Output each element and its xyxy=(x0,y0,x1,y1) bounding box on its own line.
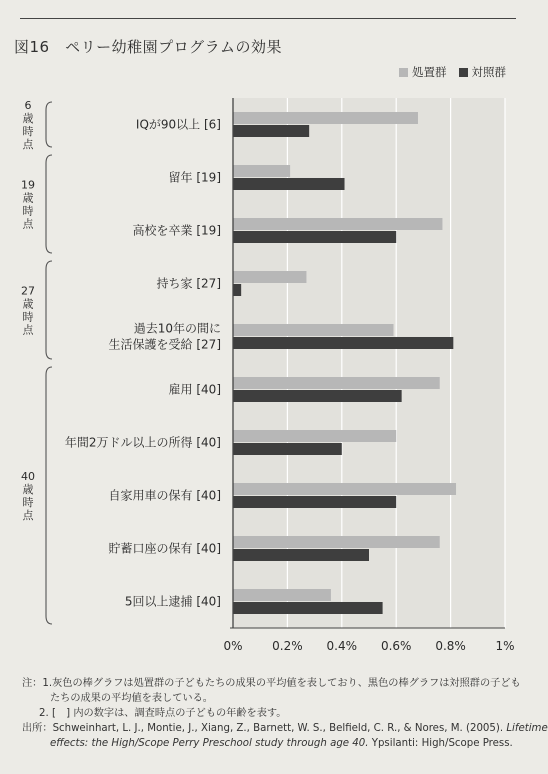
legend-label-treatment: 処置群 xyxy=(412,65,447,79)
note-1-line-1 xyxy=(22,676,522,691)
bar-control xyxy=(233,125,309,137)
bar-control xyxy=(233,549,369,561)
category-label: 持ち家 [27] xyxy=(156,276,221,291)
source-publisher: Ypsilanti: High/Scope Press. xyxy=(368,738,513,749)
source-line-2 xyxy=(22,736,522,751)
group-label: 27 xyxy=(21,284,35,298)
bar-control xyxy=(233,390,402,402)
note-2: 2. [ ] 内の数字は、調査時点の子どもの年齢を表す。 xyxy=(39,708,287,719)
bar-control xyxy=(233,178,345,190)
category-label: 自家用車の保有 [40] xyxy=(108,488,221,503)
bar-treatment xyxy=(233,271,306,283)
group-label: 点 xyxy=(22,509,34,522)
group-label: 時 xyxy=(22,204,34,218)
category-label: 過去10年の間に xyxy=(133,321,221,336)
bar-treatment xyxy=(233,377,440,389)
group-bracket xyxy=(46,155,52,253)
group-label: 6 xyxy=(24,99,32,112)
group-label: 歳 xyxy=(22,483,34,496)
source-title-start: Lifetime xyxy=(506,723,548,734)
x-tick-label: 0.8% xyxy=(435,639,466,653)
group-label: 時 xyxy=(22,310,34,324)
source-title-rest: effects: the High/Scope Perry Preschool study through age 40. xyxy=(50,738,369,749)
bar-treatment xyxy=(233,430,396,442)
plot-area xyxy=(233,98,505,628)
group-label: 点 xyxy=(22,138,34,151)
category-label: 貯蓄口座の保有 [40] xyxy=(108,541,221,556)
note-1-text: 灰色の棒グラフは処置群の子どもたちの成果の平均値を表しており、黒色の棒グラフは対照群の子ども xyxy=(52,678,521,689)
bar-control xyxy=(233,496,396,508)
group-bracket xyxy=(46,102,52,147)
bar-control xyxy=(233,337,453,349)
bar-control xyxy=(233,443,342,455)
x-tick-label: 0.4% xyxy=(326,639,358,653)
x-tick-label: 0% xyxy=(223,639,243,653)
note-1-line-2: たちの成果の平均値を表している。 xyxy=(50,693,213,704)
source-prefix: 出所： xyxy=(22,723,53,734)
group-label: 歳 xyxy=(22,191,34,205)
x-tick-label: 0.2% xyxy=(272,639,303,653)
legend-label-control: 対照群 xyxy=(471,65,506,79)
group-label: 40 xyxy=(21,470,35,483)
bar-control xyxy=(233,602,383,614)
group-label: 点 xyxy=(22,323,34,337)
group-label: 時 xyxy=(22,125,34,138)
group-bracket xyxy=(46,261,52,359)
category-label: 留年 [19] xyxy=(168,170,221,185)
bar-treatment xyxy=(233,589,331,601)
bar-treatment xyxy=(233,324,393,336)
group-label: 19 xyxy=(21,178,35,192)
source-line-1 xyxy=(22,721,548,736)
category-label: 年間2万ドル以上の所得 [40] xyxy=(64,435,221,450)
bar-treatment xyxy=(233,483,456,495)
category-label: 雇用 [40] xyxy=(168,382,221,397)
figure-title: 図16 ペリー幼稚園プログラムの効果 xyxy=(14,38,282,56)
x-tick-label: 0.6% xyxy=(380,639,412,653)
category-label: 生活保護を受給 [27] xyxy=(108,337,221,352)
group-label: 点 xyxy=(22,217,34,231)
bar-treatment xyxy=(233,165,290,177)
category-label: 高校を卒業 [19] xyxy=(132,223,221,238)
group-label: 歳 xyxy=(22,112,34,125)
x-tick-label: 1% xyxy=(495,639,515,653)
group-bracket xyxy=(46,367,52,624)
bar-control xyxy=(233,284,241,296)
group-label: 時 xyxy=(22,496,34,509)
bar-treatment xyxy=(233,218,442,230)
source-authors: Schweinhart, L. J., Montie, J., Xiang, Z., Barnett, W. S., Belfield, C. R., & Nores, M. (2005). xyxy=(52,723,507,734)
bar-control xyxy=(233,231,396,243)
bar-treatment xyxy=(233,536,440,548)
category-label: 5回以上逮捕 [40] xyxy=(124,594,221,609)
notes xyxy=(22,676,548,751)
note-1-prefix: 注：1. xyxy=(22,678,53,689)
group-label: 歳 xyxy=(22,297,34,311)
bar-treatment xyxy=(233,112,418,124)
category-label: IQが90以上 [6] xyxy=(135,117,221,132)
